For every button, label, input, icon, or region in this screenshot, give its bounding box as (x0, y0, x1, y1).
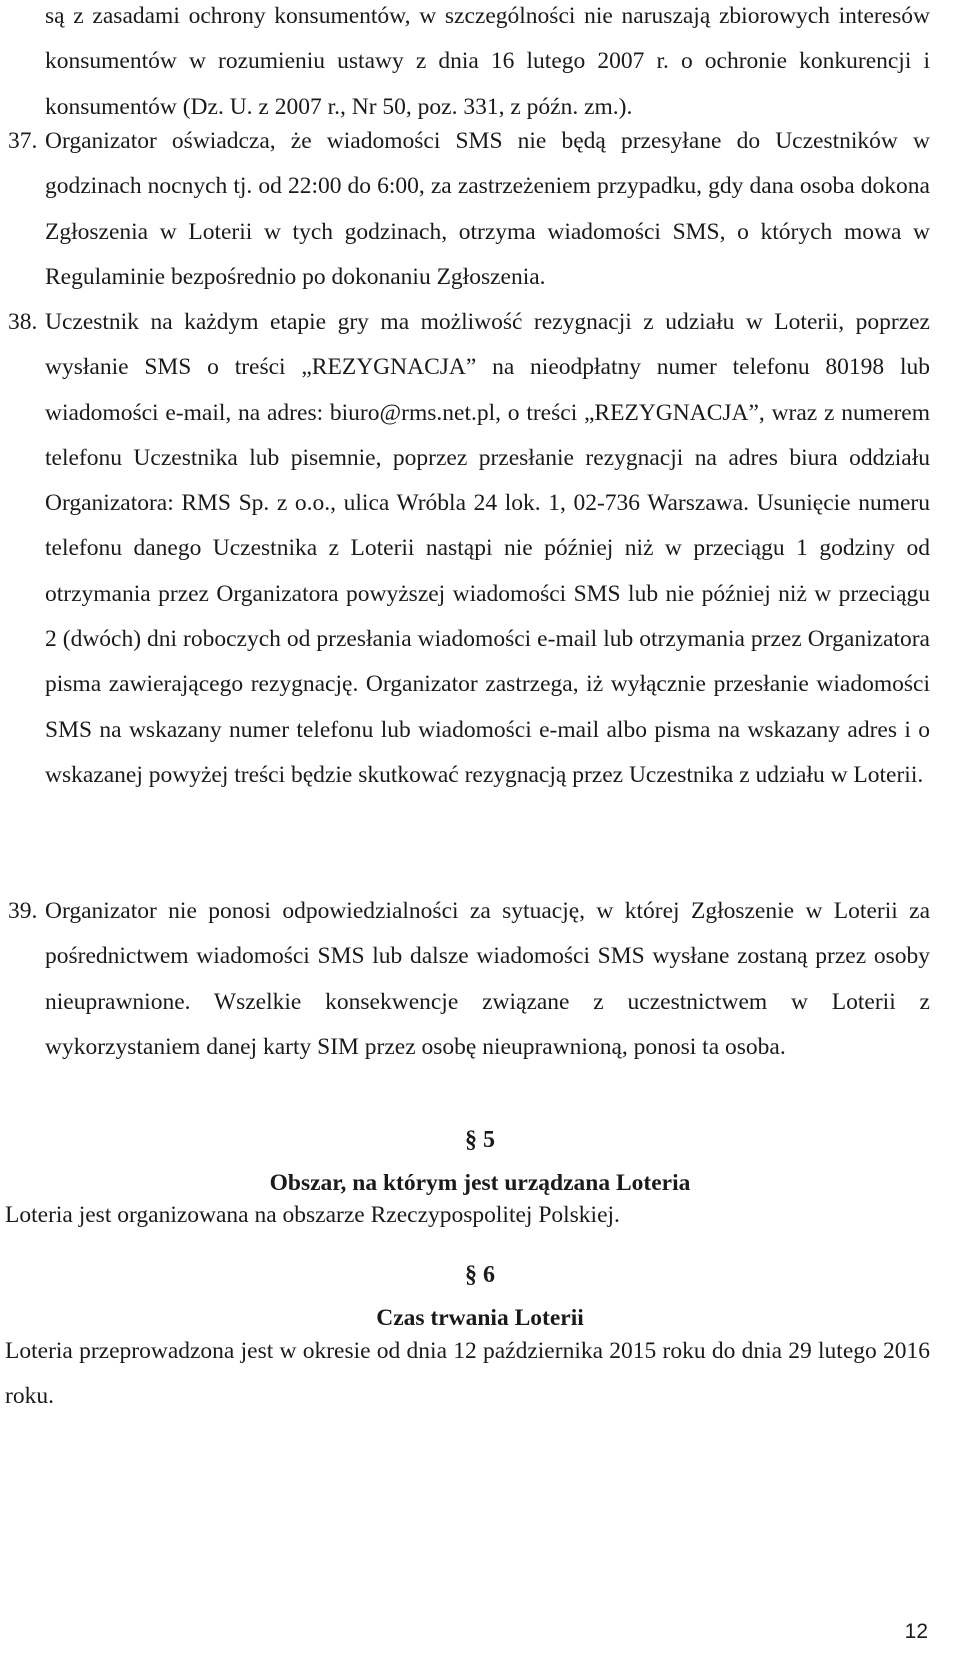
section-number: § 6 (465, 1262, 495, 1288)
list-item-38 (8, 300, 930, 798)
section-title: Obszar, na którym jest urządzana Loteria (269, 1170, 691, 1196)
list-item-number: 37. (8, 128, 38, 154)
list-item-text: Uczestnik na każdym etapie gry ma możliwość rezygnacji z udziału w Loterii, poprzez wysłanie SMS o treści „REZYGNACJA” na nieodpłatny numer telefonu 80198 lub wiadomości e-mail, na adres: biuro@rms.net.pl, o treści „REZYGNACJA”, wraz z numerem telefonu Uczestnika lub pisemnie, poprzez przesłanie rezygnacji na adres biura oddziału Organizatora: RMS Sp. z o.o., ulica Wróbla 24 lok. 1, 02-736 Warszawa. Usunięcie numeru telefonu danego Uczestnika z Loterii nastąpi nie później niż w przeciągu 1 godziny od otrzymania przez Organizatora powyższej wiadomości SMS lub nie później niż w przeciągu 2 (dwóch) dni roboczych od przesłania wiadomości e-mail lub otrzymania przez Organizatora pisma zawierającego rezygnację. Organizator zastrzega, iż wyłącznie przesłanie wiadomości SMS na wskazany numer telefonu lub wiadomości e-mail albo pisma na wskazany adres i o wskazanej powyżej treści będzie skutkować rezygnacją przez Uczestnika z udziału w Loterii. (45, 309, 930, 788)
section-paragraph: Loteria przeprowadzona jest w okresie od dnia 12 października 2015 roku do dnia 29 lutego 2016 roku. (5, 1338, 930, 1410)
list-item-text: Organizator nie ponosi odpowiedzialności za sytuację, w której Zgłoszenie w Loterii za pośrednictwem wiadomości SMS lub dalsze wiadomości SMS wysłane zostaną przez osoby nieuprawnione. Wszelkie konsekwencje związane z uczestnictwem w Loterii z wykorzystaniem danej karty SIM przez osobę nieuprawnioną, ponosi ta osoba. (45, 898, 930, 1060)
page-number: 12 (904, 1620, 928, 1643)
list-item-text: Organizator oświadcza, że wiadomości SMS nie będą przesyłane do Uczestników w godzinach nocnych tj. od 22:00 do 6:00, za zastrzeżeniem przypadku, gdy dana osoba dokona Zgłoszenia w Loterii w tych godzinach, otrzyma wiadomości SMS, o których mowa w Regulaminie bezpośrednio po dokonaniu Zgłoszenia. (45, 128, 930, 290)
list-item-number: 39. (8, 898, 38, 924)
list-item-number: 38. (8, 309, 38, 335)
section-title: Czas trwania Loterii (376, 1305, 584, 1331)
section-paragraph: Loteria jest organizowana na obszarze Rzeczypospolitej Polskiej. (5, 1202, 620, 1228)
list-item-37 (8, 119, 930, 300)
list-item-39 (8, 889, 930, 1070)
section-number: § 5 (465, 1127, 495, 1153)
continuation-paragraph: są z zasadami ochrony konsumentów, w szczególności nie naruszają zbiorowych interesów konsumentów w rozumieniu ustawy z dnia 16 lutego 2007 r. o ochronie konkurencji i konsumentów (Dz. U. z 2007 r., Nr 50, poz. 331, z późn. zm.). (45, 3, 930, 120)
